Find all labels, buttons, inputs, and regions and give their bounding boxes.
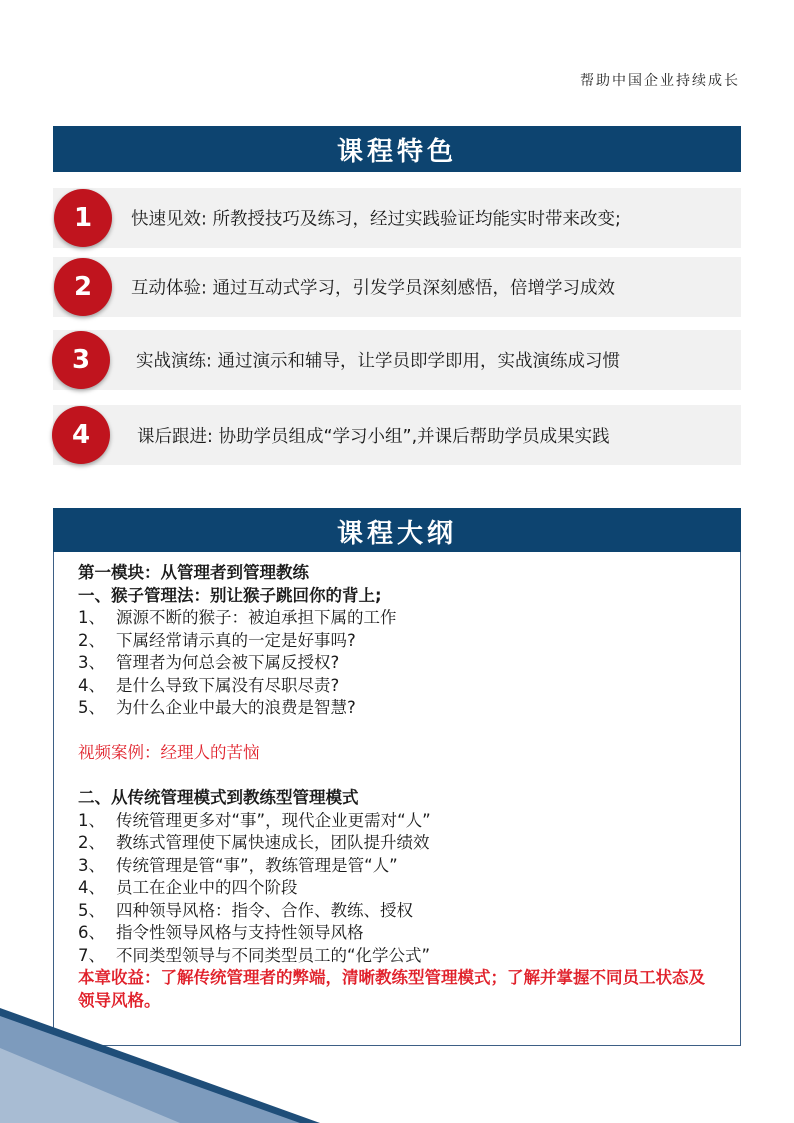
list-item (78, 675, 708, 698)
list-item-number: 1、 (78, 608, 105, 627)
feature-text: 课后跟进: 协助学员组成“学习小组”,并课后帮助学员成果实践 (137, 427, 610, 447)
list-item-number: 7、 (78, 945, 105, 965)
list-item-text: 为什么企业中最大的浪费是智慧? (116, 698, 356, 717)
decorative-stripes (0, 1008, 320, 1123)
list-item-text: 不同类型领导与不同类型员工的“化学公式” (116, 945, 431, 965)
list-item-text: 是什么导致下属没有尽职尽责? (116, 675, 340, 695)
list-item-text: 下属经常请示真的一定是好事吗? (116, 630, 356, 650)
feature-number-badge: 1 (54, 189, 112, 247)
feature-text: 快速见效: 所教授技巧及练习，经过实践验证均能实时带来改变; (131, 209, 621, 230)
list-item-text: 源源不断的猴子：被迫承担下属的工作 (116, 608, 397, 627)
list-item-number: 4、 (78, 675, 105, 695)
feature-row (53, 330, 741, 390)
list-item-text: 四种领导风格：指令、合作、教练、授权 (116, 900, 413, 920)
feature-number-badge: 4 (52, 406, 110, 464)
module-title: 第一模块：从管理者到管理教练 (78, 563, 309, 582)
chapter-gain: 本章收益：了解传统管理者的弊端，清晰教练型管理模式；了解并掌握不同员工状态及领导风格。 (78, 968, 705, 1010)
list-item-number: 4、 (78, 878, 105, 897)
list-item-text: 传统管理更多对“事”，现代企业更需对“人” (116, 810, 431, 830)
list-item-text: 教练式管理使下属快速成长，团队提升绩效 (116, 833, 430, 852)
feature-text: 互动体验: 通过互动式学习，引发学员深刻感悟，倍增学习成效 (131, 278, 615, 299)
list-item (78, 900, 708, 923)
list-item-text: 管理者为何总会被下属反授权? (116, 653, 340, 672)
feature-row (53, 257, 741, 317)
section-2-title: 二、从传统管理模式到教练型管理模式 (78, 788, 359, 807)
list-item-text: 员工在企业中的四个阶段 (116, 878, 298, 897)
header-tagline: 帮助中国企业持续成长 (580, 73, 740, 89)
list-item (78, 832, 708, 855)
list-item-number: 5、 (78, 900, 105, 920)
feature-row (53, 188, 741, 248)
list-item-number: 1、 (78, 810, 105, 830)
list-item (78, 877, 708, 900)
list-item-number: 6、 (78, 923, 105, 942)
feature-number-badge: 3 (52, 331, 110, 389)
feature-text: 实战演练: 通过演示和辅导，让学员即学即用，实战演练成习惯 (136, 351, 620, 372)
list-item-text: 指令性领导风格与支持性领导风格 (116, 923, 364, 942)
list-item (78, 630, 708, 653)
list-item (78, 922, 708, 945)
outline-section-title: 课程大纲 (53, 508, 741, 554)
features-section-title: 课程特色 (53, 126, 741, 172)
list-item (78, 607, 708, 630)
list-item-number: 2、 (78, 630, 105, 650)
list-item-number: 5、 (78, 698, 105, 717)
outline-content (78, 562, 708, 1012)
feature-number-badge: 2 (54, 258, 112, 316)
outline-box (53, 552, 741, 1046)
section-1-title: 一、猴子管理法：别让猴子跳回你的背上; (78, 585, 382, 605)
list-item (78, 652, 708, 675)
list-item (78, 810, 708, 833)
list-item-number: 3、 (78, 855, 105, 875)
list-item (78, 945, 708, 968)
feature-row (53, 405, 741, 465)
list-item (78, 697, 708, 720)
list-item-number: 3、 (78, 653, 105, 672)
list-item-text: 传统管理是管“事”，教练管理是管“人” (116, 855, 398, 875)
list-item-number: 2、 (78, 833, 105, 852)
video-case: 视频案例：经理人的苦恼 (78, 743, 260, 762)
list-item (78, 855, 708, 878)
